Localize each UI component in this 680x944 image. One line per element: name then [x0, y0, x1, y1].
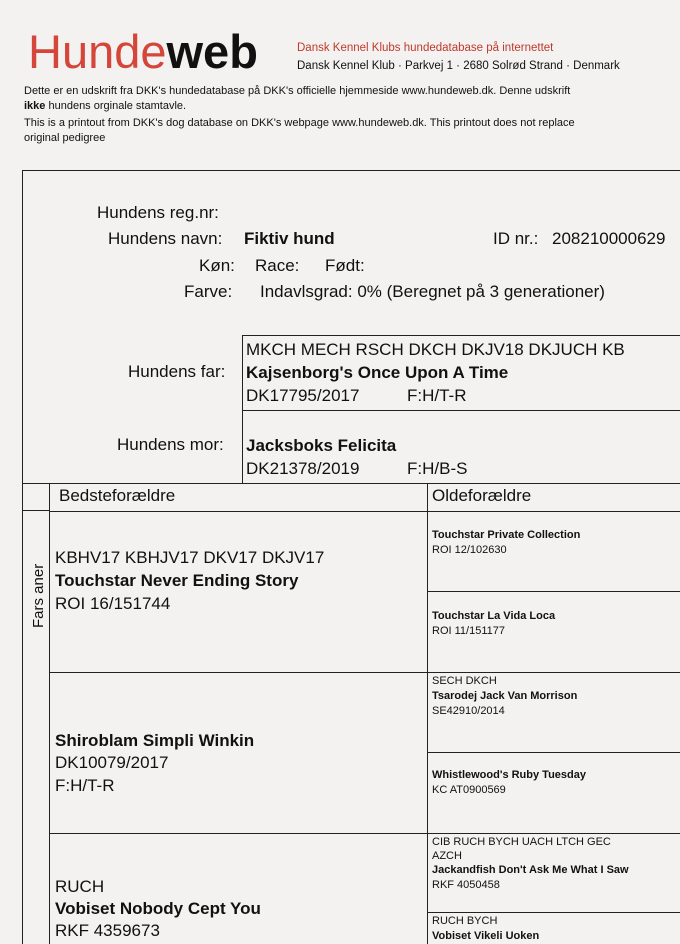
reg-label: Hundens reg.nr: — [97, 203, 219, 222]
sire-label: Hundens far: — [128, 362, 226, 381]
grandparent-1-name: Touchstar Never Ending Story — [55, 571, 299, 590]
dog-name: Fiktiv hund — [244, 229, 335, 248]
breed-label: Race: — [255, 256, 300, 275]
tagline: Dansk Kennel Klubs hundedatabase på internettet — [297, 42, 554, 54]
great-grandparent-3-name: Tsarodej Jack Van Morrison — [432, 690, 578, 702]
sire-titles: MKCH MECH RSCH DKCH DKJV18 DKJUCH KB — [246, 340, 625, 359]
great-grandparents-header: Oldeforældre — [432, 486, 532, 505]
great-grandparent-5-titles2: AZCH — [432, 850, 462, 862]
grandparent-1-titles: KBHV17 KBHJV17 DKV17 DKJV17 — [55, 548, 325, 567]
great-grandparent-5-reg: RKF 4050458 — [432, 879, 500, 891]
great-grandparent-5-name: Jackandfish Don't Ask Me What I Saw — [432, 864, 629, 876]
inbreeding: Indavlsgrad: 0% (Beregnet på 3 generationer) — [260, 282, 605, 301]
address: Dansk Kennel Klub · Parkvej 1 · 2680 Solrød Strand · Denmark — [297, 60, 620, 72]
great-grandparent-3-titles: SECH DKCH — [432, 675, 497, 687]
great-grandparent-3-reg: SE42910/2014 — [432, 705, 505, 717]
great-grandparent-6-name: Vobiset Vikeli Uoken — [432, 930, 540, 942]
row-line-2 — [49, 833, 680, 834]
name-label: Hundens navn: — [108, 229, 223, 248]
disclaimer-da-line2: ikke hundens orginale stamtavle. — [24, 100, 187, 112]
side-label-fars-aner: Fars aner — [30, 563, 47, 628]
born-label: Født: — [325, 256, 365, 275]
great-grandparent-1-reg: ROI 12/102630 — [432, 544, 507, 556]
grandparent-1-reg: ROI 16/151744 — [55, 594, 171, 613]
sire-bottom-line — [242, 410, 680, 411]
header-bottom-line — [49, 511, 680, 512]
row-line-1 — [49, 672, 680, 673]
great-grandparent-6-titles: RUCH BYCH — [432, 915, 498, 927]
sire-hd: F:H/T-R — [407, 386, 467, 405]
disclaimer-en-line2: original pedigree — [24, 132, 106, 144]
grandparent-column-line — [427, 483, 428, 944]
great-grandparent-2-name: Touchstar La Vida Loca — [432, 610, 556, 622]
side-header-line — [22, 510, 49, 511]
sire-reg: DK17795/2017 — [246, 386, 360, 405]
grandparent-2-hd: F:H/T-R — [55, 776, 115, 795]
grandparent-2-name: Shiroblam Simpli Winkin — [55, 731, 255, 750]
dam-name: Jacksboks Felicita — [246, 436, 397, 455]
great-grandparent-4-name: Whistlewood's Ruby Tuesday — [432, 769, 586, 781]
great-grandparent-5-titles: CIB RUCH BYCH UACH LTCH GEC — [432, 836, 611, 848]
grandparent-3-name: Vobiset Nobody Cept You — [55, 899, 261, 918]
dam-reg: DK21378/2019 — [246, 459, 360, 478]
id-label: ID nr.: — [493, 229, 539, 248]
color-label: Farve: — [184, 282, 233, 301]
sire-name: Kajsenborg's Once Upon A Time — [246, 363, 509, 382]
sex-label: Køn: — [199, 256, 235, 275]
sub-row-line-2 — [427, 752, 680, 753]
grandparent-3-titles: RUCH — [55, 877, 105, 896]
disclaimer-da-line1: Dette er en udskrift fra DKK's hundedatabase på DKK's officielle hjemmeside www.hundeweb.dk. Denne udskrift — [24, 85, 571, 97]
grandparent-2-reg: DK10079/2017 — [55, 753, 169, 772]
great-grandparent-2-reg: ROI 11/151177 — [432, 625, 505, 637]
id-number: 208210000629 — [552, 229, 666, 248]
grandparent-3-reg: RKF 4359673 — [55, 921, 160, 940]
sire-top-line — [242, 335, 680, 336]
table-top-line — [22, 483, 680, 484]
great-grandparent-1-name: Touchstar Private Collection — [432, 529, 581, 541]
side-column-line — [49, 483, 50, 944]
hundeweb-logo: Hundeweb — [28, 25, 258, 78]
grandparents-header: Bedsteforældre — [59, 486, 176, 505]
sub-row-line-1 — [427, 591, 680, 592]
dam-hd: F:H/B-S — [407, 459, 468, 478]
parent-box-line — [242, 335, 243, 483]
dam-label: Hundens mor: — [117, 435, 224, 454]
disclaimer-en-line1: This is a printout from DKK's dog database on DKK's webpage www.hundeweb.dk. This printout does not replace — [24, 117, 575, 129]
sub-row-line-3 — [427, 912, 680, 913]
great-grandparent-4-reg: KC AT0900569 — [432, 784, 506, 796]
